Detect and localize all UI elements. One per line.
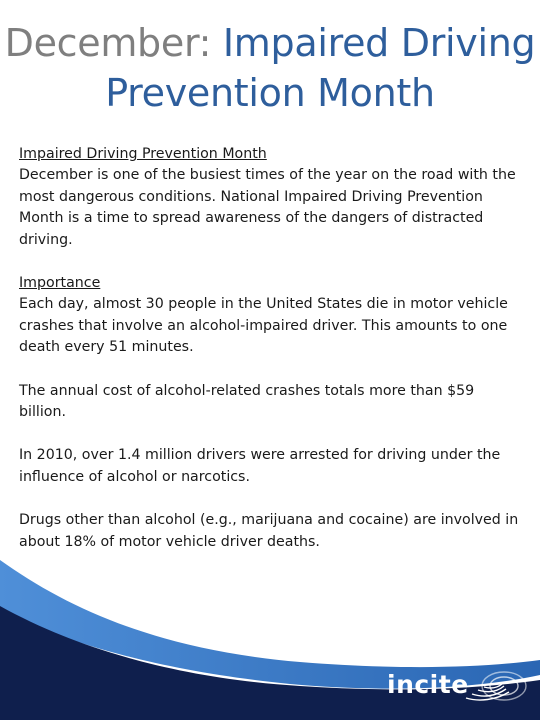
section-importance	[19, 273, 519, 359]
section-text: Each day, almost 30 people in the United States die in motor vehicle crashes that involve an alcohol-impaired driver. This amounts to one death every 51 minutes.	[19, 296, 508, 356]
page-title	[0, 18, 540, 118]
title-prefix: December:	[4, 21, 212, 65]
section-text: December is one of the busiest times of the year on the road with the most dangerous conditions. National Impaired Driving Prevention Month is a time to spread awareness of the dangers of distracted driving.	[19, 167, 516, 248]
paragraph-drugs: Drugs other than alcohol (e.g., marijuana and cocaine) are involved in about 18% of motor vehicle driver deaths.	[19, 512, 519, 550]
paragraph-cost: The annual cost of alcohol-related crashes totals more than $59 billion.	[19, 382, 475, 421]
body-content	[19, 144, 519, 575]
section-heading: Importance	[19, 275, 101, 292]
logo-wave-icon	[384, 664, 534, 712]
title-main: Impaired Driving Prevention Month	[105, 21, 536, 115]
section-heading: Impaired Driving Prevention Month	[19, 146, 267, 162]
logo-text: incite	[387, 670, 469, 699]
paragraph-arrests: In 2010, over 1.4 million drivers were arrested for driving under the influence of alcohol or narcotics.	[19, 447, 501, 485]
incite-logo	[384, 664, 534, 712]
section-intro	[19, 144, 519, 251]
